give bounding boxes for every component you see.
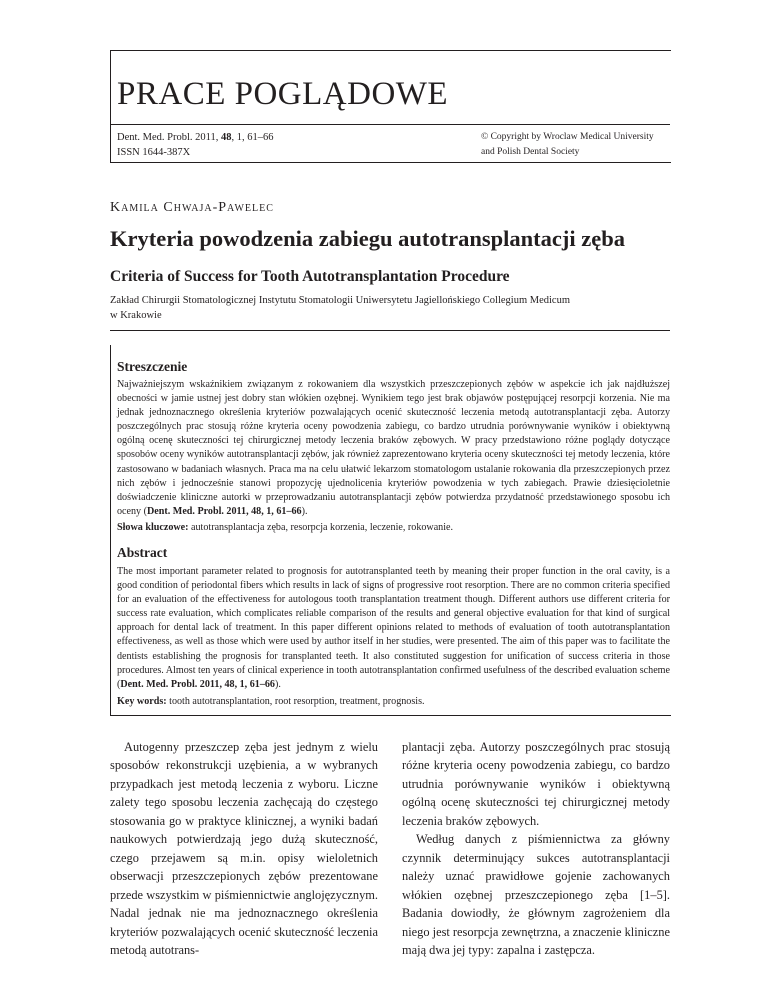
streszczenie-heading: Streszczenie	[117, 359, 188, 374]
journal-citation	[117, 130, 274, 160]
article-title-polish: Kryteria powodzenia zabiegu autotransplantacji zęba	[110, 226, 625, 251]
author-name: Kamila Chwaja-Pawelec	[110, 200, 274, 215]
streszczenie-citation: Dent. Med. Probl. 2011, 48, 1, 61–66	[147, 505, 302, 517]
body-paragraph: Według danych z piśmiennictwa za główny czynnik determinujący sukces autotransplantacji należy uznać prawidłowe gojenie zachowanych włókien ozębnej przeszczepionego zęba [1–5]. Badania dowiodły, że głównym zagrożeniem dla niego jest resorpcja zewnętrzna, a znaczenie kliniczne mają dwa jej typy: zapalna i zastępcza.	[402, 832, 670, 957]
citation-journal: Dent. Med. Probl. 2011,	[117, 132, 222, 143]
affiliation-line-2: w Krakowie	[110, 310, 162, 321]
copyright-notice	[481, 130, 654, 160]
abstract-body: The most important parameter related to prognosis for autotransplanted teeth by meaning their proper function in the oral cavity, is a good condition of periodontal fibers which results in lack of signs of progressive root resorption. There are no common criteria specified for an evaluation of the effectiveness for autologous tooth transplantation treatment though. Different authors use different criteria for success rate evaluation, which complicates reliable comparison of the results and general objective evaluation for that kind of surgical approach for dental lack of treatment. In this paper different opinions related to methods of evaluation of tooth autotransplantation effectiveness, as well as those which were used by author itself in her studies, were presented. The aim of this paper was to facilitate the dentists establishing the prognosis for transplanted teeth. It also constituted suggestion for unification of success criteria in those procedures. Almost ten years of clinical experience in tooth autotransplantation confirmed usefulness of the described evaluation scheme (	[117, 566, 671, 690]
streszczenie-body: Najważniejszym wskaźnikiem związanym z rokowaniem dla wszystkich przeszczepionych zębów w aspekcie ich jak najdłuższej obecności w jamie ustnej jest dobry stan włókien ozębnej. Wynikiem tego jest brak objawów postępującej resorpcji korzenia. Nie ma jednak jednoznacznego określenia kryteriów pozwalających ocenić skuteczność leczenia metodą autotransplantacji zęba. Autorzy poszczególnych prac stosują różne kryteria oceny powodzenia zabiegu, co bardzo utrudnia porównywanie wyników i obiektywną ogólną ocenę skuteczności tej chirurgicznej metody leczenia braków zębowych. W pracy przedstawiono różne poglądy dotyczące sposobów oceny wyników autotransplantacji zębów, jak również zaprezentowano kryteria oceny skuteczności tej metody leczenia, które zastosowano w badaniach własnych. Praca ma na celu ułatwić lekarzom stomatologom ustalanie rokowania dla przeszczepionych przez nich zębów i jednocześnie stanowi propozycję ujednolicenia kryteriów powodzenia w tych zabiegach. Prawie dziesięcioletnie doświadczenie kliniczne autorki w przeprowadzaniu autotransplantacji zębów potwierdza przydatność przedstawionego sposobu ich oceny (	[117, 379, 670, 517]
article-title-english: Criteria of Success for Tooth Autotransplantation Procedure	[110, 268, 510, 285]
citation-pages: , 1, 61–66	[231, 132, 274, 143]
abstract-citation: Dent. Med. Probl. 2011, 48, 1, 61–66	[120, 678, 275, 690]
body-column-right	[402, 738, 670, 959]
keywords-english-label: Key words:	[117, 696, 167, 707]
body-paragraph: Autogenny przeszczep zęba jest jednym z wielu sposobów rekonstrukcji uzębienia, a w wybranych przypadkach jest metodą leczenia z wyboru. Liczne zalety tego sposobu leczenia zachęcają do częstego stosowania go w praktyce klinicznej, a wyniki badań naukowych potwierdzają jego dużą skuteczność, czego przejawem są m.in. opisy wieloletnich obserwacji przeszczepionych zębów prezentowane przede wszystkim w piśmiennictwie anglojęzycznym. Nadal jednak nie ma jednoznacznego określenia kryteriów pozwalających ocenić skuteczność leczenia metodą autotrans-	[110, 740, 378, 957]
streszczenie-end: ).	[301, 505, 308, 517]
citation-volume: 48	[221, 132, 232, 143]
keywords-english	[117, 695, 670, 709]
streszczenie-text	[117, 378, 670, 519]
affiliation	[110, 293, 670, 323]
affiliation-divider	[110, 330, 670, 331]
affiliation-line-1: Zakład Chirurgii Stomatologicznej Instytutu Stomatologii Uniwersytetu Jagiellońskiego Collegium Medicum	[110, 295, 571, 306]
header-divider	[110, 124, 670, 125]
keywords-polish	[117, 521, 670, 535]
abstract-end: ).	[274, 678, 281, 690]
section-title: PRACE POGLĄDOWE	[117, 76, 449, 112]
abstract-heading: Abstract	[117, 545, 168, 560]
copyright-line-1: © Copyright by Wroclaw Medical University	[481, 132, 654, 142]
copyright-line-2: and Polish Dental Society	[481, 147, 580, 157]
abstract-text	[117, 565, 670, 692]
body-column-left	[110, 738, 378, 959]
body-paragraph: plantacji zęba. Autorzy poszczególnych prac stosują różne kryteria oceny powodzenia zabiegu, co bardzo utrudnia porównywanie wyników i obiektywną ogólną ocenę skuteczności tej chirurgicznej metody leczenia braków zębowych.	[402, 740, 670, 828]
keywords-english-text: tooth autotransplantation, root resorption, treatment, prognosis.	[166, 696, 425, 707]
keywords-polish-label: Słowa kluczowe:	[117, 522, 189, 533]
issn: ISSN 1644-387X	[117, 147, 191, 158]
keywords-polish-text: autotransplantacja zęba, resorpcja korzenia, leczenie, rokowanie.	[188, 522, 454, 533]
